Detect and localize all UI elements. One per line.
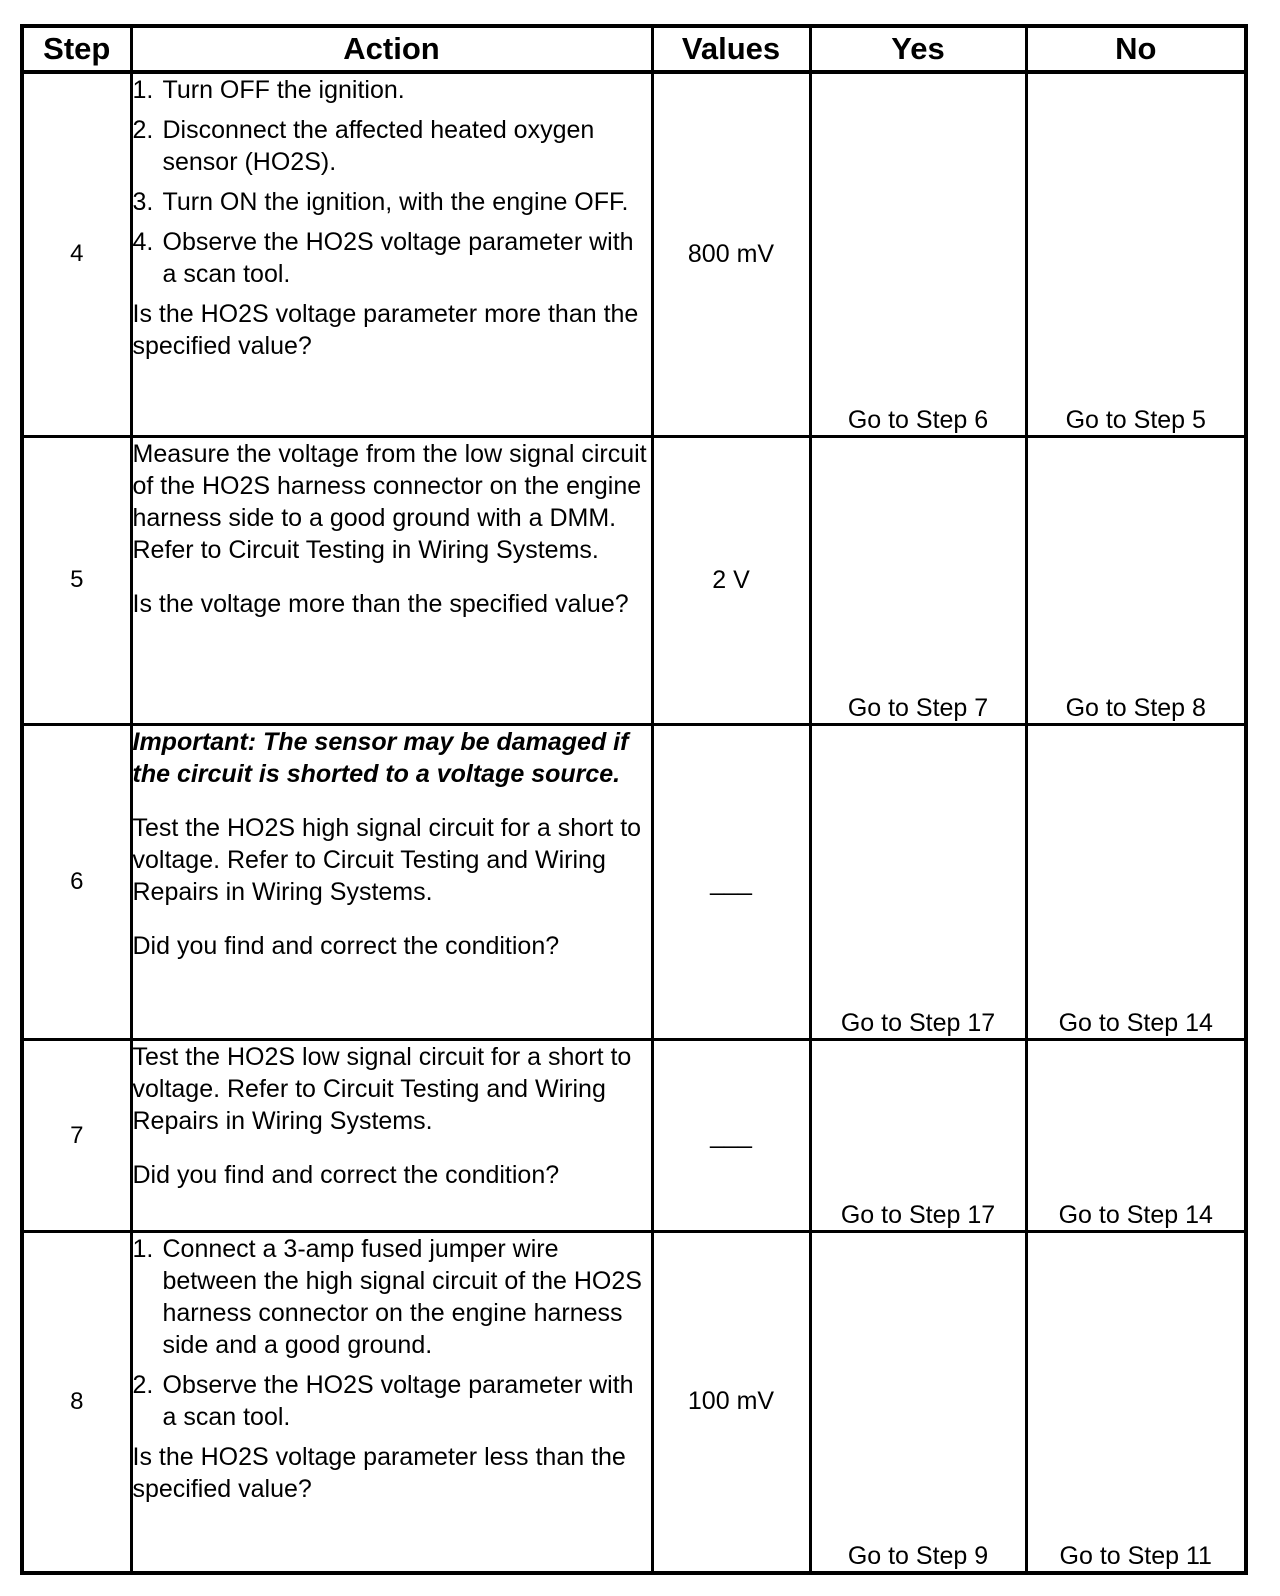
no-cell: Go to Step 11 (1026, 1231, 1246, 1573)
table-row (22, 72, 1246, 436)
list-item-text (132, 188, 629, 216)
header-action: Action (131, 26, 652, 72)
values-cell: ___ (652, 1040, 810, 1232)
list-item-text (132, 228, 634, 288)
list-item-body: Observe the HO2S voltage parameter with a scan tool. (162, 228, 634, 288)
header-yes: Yes (810, 26, 1026, 72)
list-item-text (132, 1370, 634, 1431)
diagnostic-table (20, 24, 1248, 1575)
action-text: Test the HO2S low signal circuit for a short to voltage. Refer to Circuit Testing and Wiring Repairs in Wiring Systems. (132, 1043, 632, 1136)
values-cell: ___ (652, 725, 810, 1040)
table-row (22, 1040, 1246, 1232)
step-number: 5 (22, 436, 131, 725)
action-question: Did you find and correct the condition? (132, 1161, 560, 1190)
header-row (22, 26, 1246, 72)
list-item (133, 74, 651, 106)
table-row (22, 436, 1246, 725)
action-cell (131, 436, 652, 725)
list-item-number: 1. (132, 1234, 154, 1263)
header-values: Values (652, 26, 810, 72)
action-question: Is the HO2S voltage parameter more than the specified value? (132, 300, 639, 360)
yes-cell: Go to Step 17 (810, 725, 1026, 1040)
action-cell (131, 72, 652, 436)
no-cell: Go to Step 8 (1026, 436, 1246, 725)
important-note: Important: The sensor may be damaged if the circuit is shorted to a voltage source. (132, 728, 629, 789)
list-item (133, 186, 651, 218)
list-item-body: Turn ON the ignition, with the engine OFF. (162, 188, 629, 216)
yes-cell: Go to Step 9 (810, 1231, 1026, 1573)
action-text: Test the HO2S high signal circuit for a short to voltage. Refer to Circuit Testing and Wiring Repairs in Wiring Systems. (132, 814, 642, 907)
header-step: Step (22, 26, 131, 72)
table-row (22, 1231, 1246, 1573)
step-number: 4 (22, 72, 131, 436)
list-item-text (132, 76, 405, 104)
values-cell: 2 V (652, 436, 810, 725)
list-item-text (132, 1234, 642, 1359)
action-cell (131, 725, 652, 1040)
list-item-body: Connect a 3-amp fused jumper wire between the high signal circuit of the HO2S harness connector on the engine harness side and a good ground. (162, 1234, 642, 1359)
step-number: 8 (22, 1231, 131, 1573)
action-question: Is the HO2S voltage parameter less than the specified value? (132, 1442, 626, 1503)
action-text: Measure the voltage from the low signal circuit of the HO2S harness connector on the engine harness side to a good ground with a DMM. Refer to Circuit Testing in Wiring Systems. (132, 439, 647, 564)
list-item (133, 1233, 651, 1361)
list-item-body: Observe the HO2S voltage parameter with a scan tool. (162, 1370, 634, 1431)
list-item (133, 226, 651, 290)
action-cell (131, 1040, 652, 1232)
table-row (22, 725, 1246, 1040)
values-cell: 100 mV (652, 1231, 810, 1573)
no-cell: Go to Step 5 (1026, 72, 1246, 436)
list-item-number: 2. (132, 1370, 154, 1399)
list-item-text (132, 116, 595, 176)
list-item-number: 4. (132, 228, 154, 256)
values-cell: 800 mV (652, 72, 810, 436)
action-question: Is the voltage more than the specified value? (132, 589, 629, 618)
list-item (133, 1369, 651, 1433)
no-cell: Go to Step 14 (1026, 725, 1246, 1040)
list-item-number: 3. (132, 188, 154, 216)
action-question: Did you find and correct the condition? (132, 932, 560, 961)
no-cell: Go to Step 14 (1026, 1040, 1246, 1232)
list-item-number: 2. (132, 116, 154, 144)
step-number: 7 (22, 1040, 131, 1232)
yes-cell: Go to Step 7 (810, 436, 1026, 725)
action-steps-list (133, 74, 651, 290)
header-no: No (1026, 26, 1246, 72)
action-steps-list (133, 1233, 651, 1433)
yes-cell: Go to Step 6 (810, 72, 1026, 436)
yes-cell: Go to Step 17 (810, 1040, 1026, 1232)
step-number: 6 (22, 725, 131, 1040)
list-item-body: Disconnect the affected heated oxygen sensor (HO2S). (162, 116, 595, 176)
list-item (133, 114, 651, 178)
list-item-body: Turn OFF the ignition. (162, 76, 405, 104)
action-cell (131, 1231, 652, 1573)
list-item-number: 1. (132, 76, 154, 104)
